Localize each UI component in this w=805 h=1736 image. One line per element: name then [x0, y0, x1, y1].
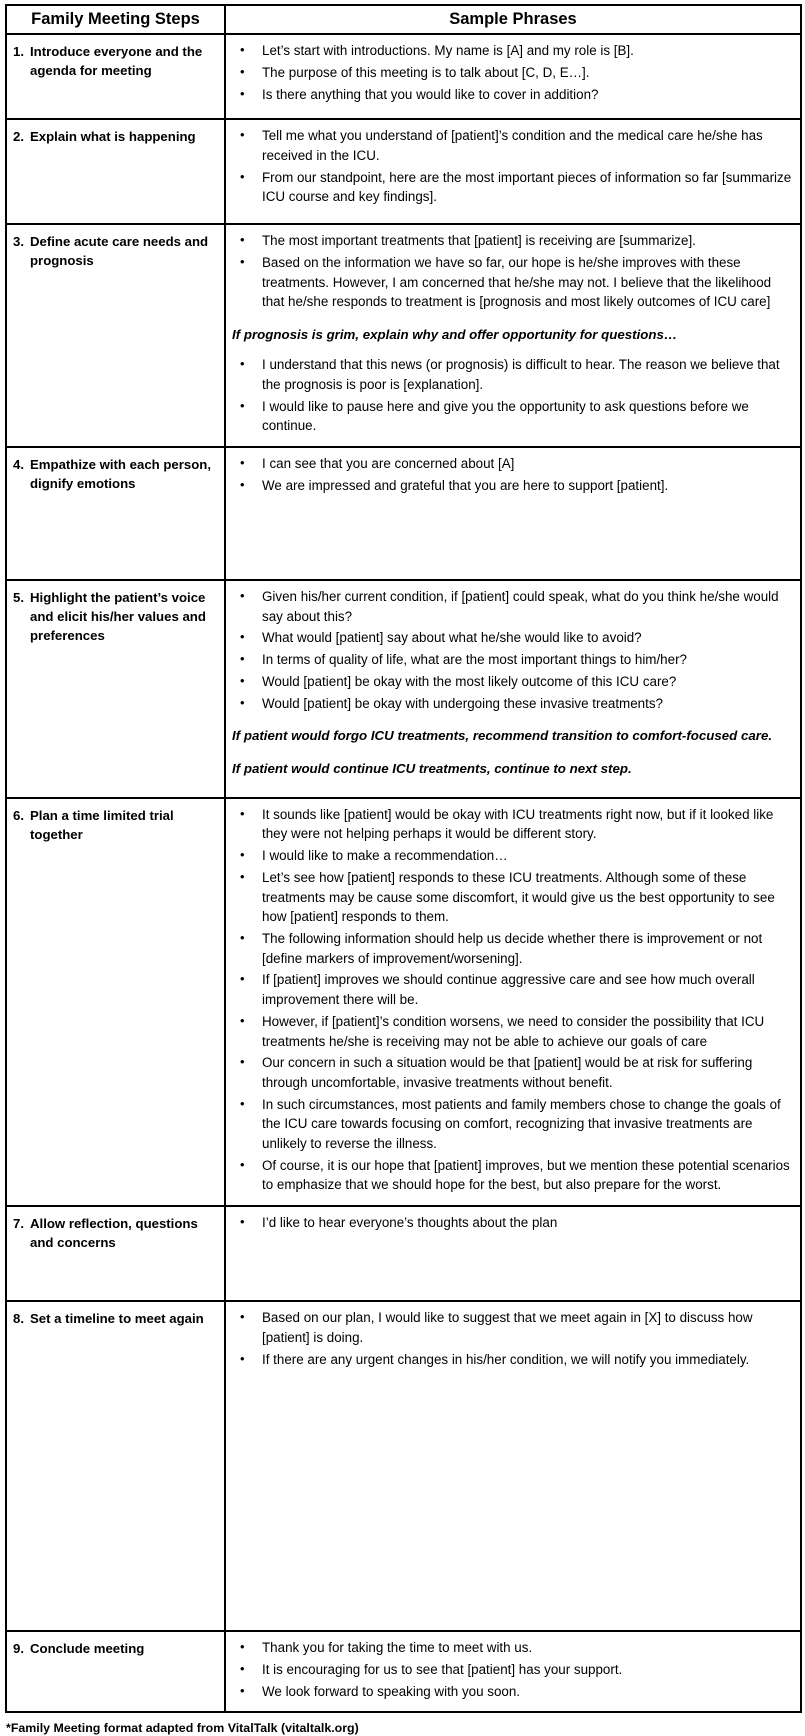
phrase-bullet: • I would like to make a recommendation… [232, 846, 792, 866]
phrase-bullet: • The most important treatments that [patient] is receiving are [summarize]. [232, 231, 792, 251]
table-row [6, 580, 801, 798]
phrases-cell [225, 1206, 801, 1301]
step-title: Allow reflection, questions and concerns [30, 1216, 198, 1251]
phrase-bullet: • In terms of quality of life, what are the most important things to him/her? [232, 650, 792, 670]
step-title: Conclude meeting [30, 1641, 145, 1657]
phrase-bullet: • We are impressed and grateful that you are here to support [patient]. [232, 476, 792, 496]
phrase-bullet: • Let’s start with introductions. My name is [A] and my role is [B]. [232, 41, 792, 61]
step-cell [6, 119, 225, 224]
phrase-bullet: • We look forward to speaking with you soon. [232, 1682, 792, 1702]
phrase-list [232, 454, 792, 495]
step-inner [13, 1309, 218, 1328]
phrases-cell [225, 34, 801, 119]
step-number: 7. [13, 1216, 24, 1232]
step-title: Introduce everyone and the agenda for meeting [30, 44, 203, 79]
step-cell [6, 224, 225, 447]
phrases-cell [225, 447, 801, 580]
phrase-bullet: • Would [patient] be okay with the most likely outcome of this ICU care? [232, 672, 792, 692]
phrase-bullet: • I’d like to hear everyone’s thoughts about the plan [232, 1213, 792, 1233]
phrase-list [232, 355, 792, 436]
table-row [6, 1206, 801, 1301]
step-number: 3. [13, 234, 24, 250]
step-inner [13, 455, 218, 493]
phrase-bullet: • It sounds like [patient] would be okay with ICU treatments right now, but if it looked like they were not helping perhaps it would be different story. [232, 805, 792, 844]
phrase-bullet: • In such circumstances, most patients and family members chose to change the goals of the ICU care towards focusing on comfort, recognizing that invasive treatments are unlikely to reverse the illness. [232, 1095, 792, 1154]
table-row [6, 34, 801, 119]
phrase-bullet: • Would [patient] be okay with undergoing these invasive treatments? [232, 694, 792, 714]
table-body [6, 34, 801, 1712]
step-number: 1. [13, 44, 24, 60]
step-number: 5. [13, 590, 24, 606]
phrases-cell [225, 580, 801, 798]
phrases-cell [225, 224, 801, 447]
phrases-cell [225, 1631, 801, 1712]
phrase-bullet: • Is there anything that you would like to cover in addition? [232, 85, 792, 105]
phrase-bullet: • If there are any urgent changes in his/her condition, we will notify you immediately. [232, 1350, 792, 1370]
table-row [6, 447, 801, 580]
phrase-bullet: • Given his/her current condition, if [patient] could speak, what do you think he/she would say about this? [232, 587, 792, 626]
family-meeting-table [5, 4, 802, 1713]
phrase-bullet: • If [patient] improves we should continue aggressive care and see how much overall improvement there will be. [232, 970, 792, 1009]
table-header-row [6, 5, 801, 34]
conditional-note: If patient would forgo ICU treatments, recommend transition to comfort-focused care. [232, 728, 773, 744]
table-header [6, 5, 801, 34]
phrase-list [232, 1308, 792, 1369]
phrase-bullet: • Based on our plan, I would like to suggest that we meet again in [X] to discuss how [patient] is doing. [232, 1308, 792, 1347]
column-header-sample-phrases: Sample Phrases [225, 5, 801, 34]
phrase-bullet: • I understand that this news (or prognosis) is difficult to hear. The reason we believe that the prognosis is poor is [explanation]. [232, 355, 792, 394]
phrase-bullet: • I can see that you are concerned about [A] [232, 454, 792, 474]
phrase-list [232, 41, 792, 104]
phrase-bullet: • Of course, it is our hope that [patient] improves, but we mention these potential scenarios to emphasize that we should hope for the best, but also prepare for the worst. [232, 1156, 792, 1195]
step-inner [13, 232, 218, 270]
phrase-bullet: • Let’s see how [patient] responds to these ICU treatments. Although some of these treatments may be cause some discomfort, it would give us the best opportunity to see how [patient] responds to them. [232, 868, 792, 927]
table-row [6, 224, 801, 447]
column-header-family-meeting-steps: Family Meeting Steps [6, 5, 225, 34]
phrase-list [232, 231, 792, 312]
step-number: 8. [13, 1311, 24, 1327]
phrase-bullet: • From our standpoint, here are the most important pieces of information so far [summarize ICU course and key findings]. [232, 168, 792, 207]
step-cell [6, 34, 225, 119]
step-cell [6, 798, 225, 1206]
phrase-bullet: • Tell me what you understand of [patient]’s condition and the medical care he/she has received in the ICU. [232, 126, 792, 165]
phrase-bullet: • The following information should help us decide whether there is improvement or not [define markers of improvement/worsening]. [232, 929, 792, 968]
step-inner [13, 42, 218, 80]
step-cell [6, 580, 225, 798]
step-inner [13, 806, 218, 844]
step-cell [6, 1206, 225, 1301]
step-number: 4. [13, 457, 24, 473]
phrase-bullet: • However, if [patient]’s condition worsens, we need to consider the possibility that ICU treatments he/she is receiving may not be able to achieve our goals of care [232, 1012, 792, 1051]
phrase-bullet: • What would [patient] say about what he/she would like to avoid? [232, 628, 792, 648]
phrase-bullet: • It is encouraging for us to see that [patient] has your support. [232, 1660, 792, 1680]
phrase-list [232, 587, 792, 713]
step-cell [6, 447, 225, 580]
phrases-cell [225, 1301, 801, 1631]
table-row [6, 119, 801, 224]
step-title: Highlight the patient’s voice and elicit his/her values and preferences [30, 590, 206, 644]
phrase-list [232, 126, 792, 207]
step-title: Set a timeline to meet again [30, 1311, 204, 1327]
step-title: Define acute care needs and prognosis [30, 234, 209, 269]
step-number: 6. [13, 807, 24, 823]
phrase-list [232, 805, 792, 1195]
phrase-bullet: • Based on the information we have so far, our hope is he/she improves with these treatments. However, I am concerned that he/she may not. I believe that the likelihood that he/she responds to treatment is [prognosis and most likely outcomes of ICU care] [232, 253, 792, 312]
phrase-bullet: • I would like to pause here and give you the opportunity to ask questions before we continue. [232, 397, 792, 436]
phrase-bullet: • Our concern in such a situation would be that [patient] would be at risk for suffering through uncomfortable, invasive treatments without benefit. [232, 1053, 792, 1092]
footnote: *Family Meeting format adapted from VitalTalk (vitaltalk.org) [6, 1721, 359, 1736]
step-inner [13, 127, 218, 146]
table-row [6, 1631, 801, 1712]
phrase-list [232, 1638, 792, 1701]
step-number: 9. [13, 1641, 24, 1657]
phrase-bullet: • Thank you for taking the time to meet with us. [232, 1638, 792, 1658]
table-row [6, 798, 801, 1206]
phrase-bullet: • The purpose of this meeting is to talk about [C, D, E…]. [232, 63, 792, 83]
step-inner [13, 1639, 218, 1658]
phrases-cell [225, 798, 801, 1206]
step-cell [6, 1301, 225, 1631]
step-cell [6, 1631, 225, 1712]
step-title: Explain what is happening [30, 129, 196, 145]
conditional-note: If prognosis is grim, explain why and offer opportunity for questions… [232, 326, 678, 342]
step-inner [13, 588, 218, 645]
phrases-cell [225, 119, 801, 224]
step-number: 2. [13, 129, 24, 145]
step-inner [13, 1214, 218, 1252]
conditional-note: If patient would continue ICU treatments, continue to next step. [232, 760, 632, 776]
table-row [6, 1301, 801, 1631]
phrase-list [232, 1213, 792, 1233]
step-title: Plan a time limited trial together [30, 807, 174, 842]
step-title: Empathize with each person, dignify emotions [30, 457, 211, 492]
